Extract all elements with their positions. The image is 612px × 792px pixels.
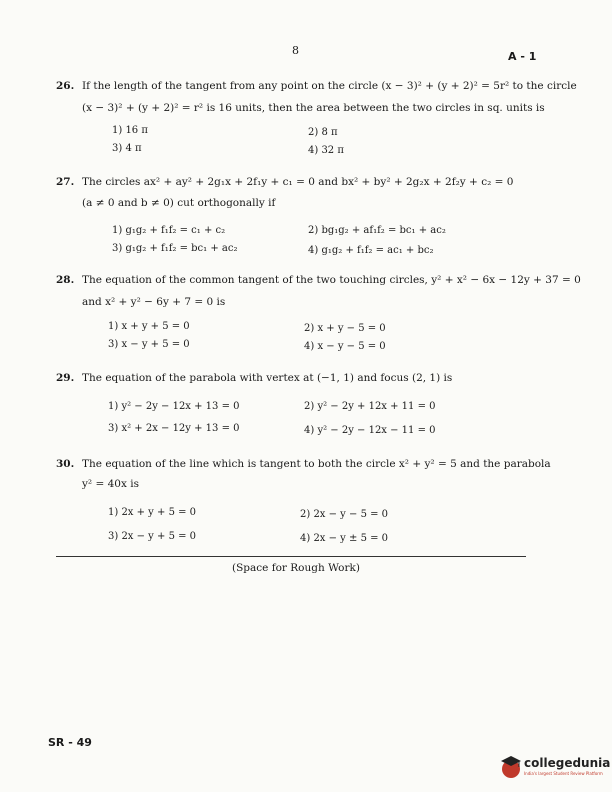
collegedunia-logo — [500, 752, 611, 786]
option-3[interactable]: 3) x² + 2x − 12y + 13 = 0 — [108, 423, 240, 434]
option-3[interactable]: 3) x − y + 5 = 0 — [108, 339, 190, 350]
question-text: and x² + y² − 6y + 7 = 0 is — [82, 296, 226, 308]
divider-line — [56, 556, 526, 557]
option-1[interactable]: 1) g₁g₂ + f₁f₂ = c₁ + c₂ — [112, 225, 226, 236]
question-text: The equation of the common tangent of the two touching circles, y² + x² − 6x − 12y + 37 = 0 — [82, 274, 581, 286]
question-number: 26. — [56, 80, 75, 92]
question-number: 28. — [56, 274, 75, 286]
series-code: SR - 49 — [48, 736, 92, 749]
question-text: y² = 40x is — [82, 478, 139, 490]
option-3[interactable]: 3) 2x − y + 5 = 0 — [108, 531, 197, 542]
rough-work-label: (Space for Rough Work) — [232, 562, 360, 574]
question-text: (x − 3)² + (y + 2)² = r² is 16 units, then the area between the two circles in sq. units is — [82, 102, 545, 114]
option-4[interactable]: 4) x − y − 5 = 0 — [304, 341, 386, 352]
option-4[interactable]: 4) g₁g₂ + f₁f₂ = ac₁ + bc₂ — [308, 245, 434, 256]
option-2[interactable]: 2) x + y − 5 = 0 — [304, 323, 386, 334]
option-2[interactable]: 2) 2x − y − 5 = 0 — [300, 509, 389, 520]
graduate-cap-icon — [500, 754, 522, 780]
option-3[interactable]: 3) g₁g₂ + f₁f₂ = bc₁ + ac₂ — [112, 243, 238, 254]
option-3[interactable]: 3) 4 π — [112, 143, 142, 154]
question-text: The equation of the line which is tangent to both the circle x² + y² = 5 and the parabola — [82, 458, 551, 470]
option-2[interactable]: 2) 8 π — [308, 127, 338, 138]
question-text: The equation of the parabola with vertex at (−1, 1) and focus (2, 1) is — [82, 372, 453, 384]
option-1[interactable]: 1) x + y + 5 = 0 — [108, 321, 190, 332]
question-text: (a ≠ 0 and b ≠ 0) cut orthogonally if — [82, 197, 276, 209]
option-1[interactable]: 1) 16 π — [112, 125, 148, 136]
logo-tagline: India's largest Student Review Platform — [524, 771, 603, 776]
page-number: 8 — [292, 44, 299, 57]
option-2[interactable]: 2) bg₁g₂ + af₁f₂ = bc₁ + ac₂ — [308, 225, 446, 236]
question-text: If the length of the tangent from any point on the circle (x − 3)² + (y + 2)² = 5r² to the circle — [82, 80, 577, 92]
question-number: 27. — [56, 176, 75, 188]
paper-code: A - 1 — [508, 50, 537, 63]
question-text: The circles ax² + ay² + 2g₁x + 2f₁y + c₁ = 0 and bx² + by² + 2g₂x + 2f₂y + c₂ = 0 — [82, 176, 514, 188]
option-4[interactable]: 4) 2x − y ± 5 = 0 — [300, 533, 389, 544]
logo-name: collegedunia — [524, 756, 611, 770]
option-1[interactable]: 1) 2x + y + 5 = 0 — [108, 507, 197, 518]
question-number: 29. — [56, 372, 75, 384]
question-number: 30. — [56, 458, 75, 470]
option-4[interactable]: 4) 32 π — [308, 145, 344, 156]
option-4[interactable]: 4) y² − 2y − 12x − 11 = 0 — [304, 425, 436, 436]
option-1[interactable]: 1) y² − 2y − 12x + 13 = 0 — [108, 401, 240, 412]
option-2[interactable]: 2) y² − 2y + 12x + 11 = 0 — [304, 401, 436, 412]
